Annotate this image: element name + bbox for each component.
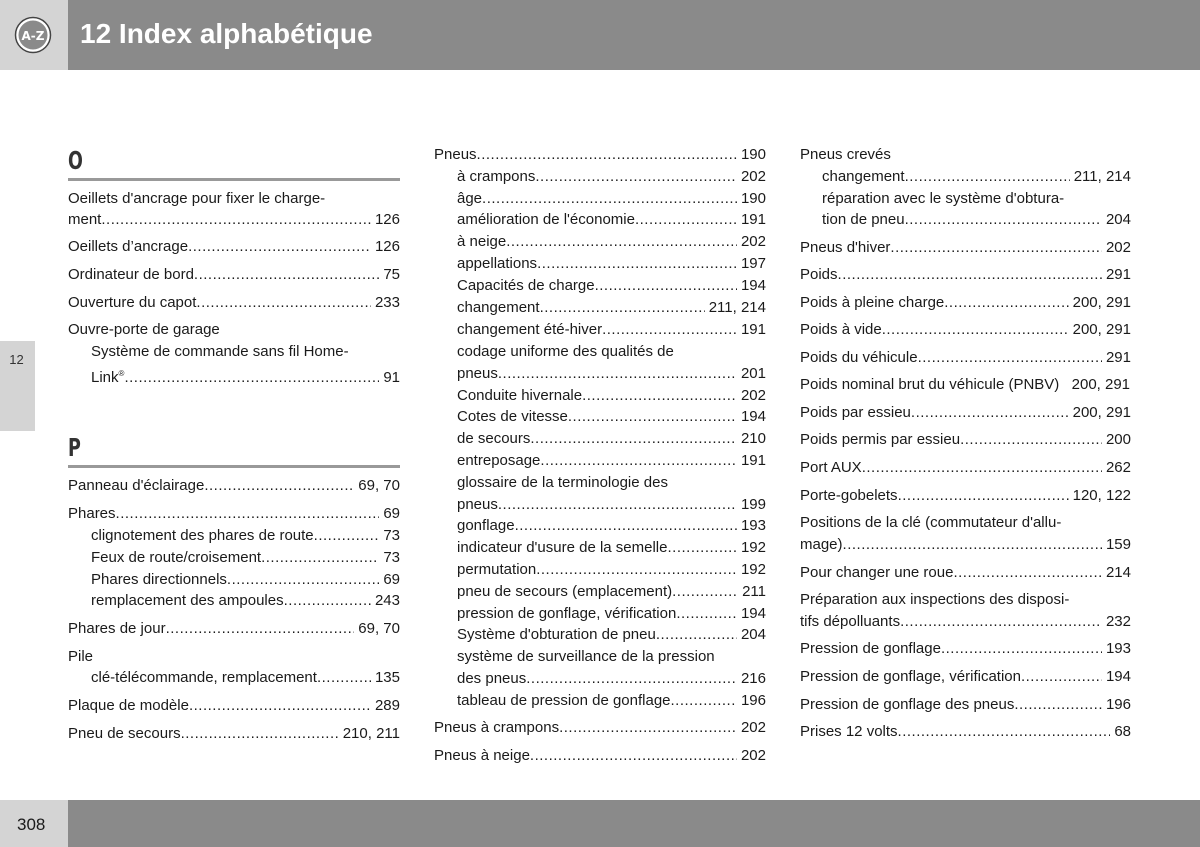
index-entry: tifs dépolluants ..... 232 [800,612,1131,632]
page-number: 308 [17,815,46,834]
index-subentry: de secours ..... 210 [457,429,766,449]
index-entry: Pneus ..... 190 [434,145,766,165]
badge-text: A-Z [21,29,45,43]
index-entry: Phares ..... 69 [68,504,400,524]
index-subentry: glossaire de la terminologie des [457,474,668,491]
index-entry: Pneus d'hiver ..... 202 [800,238,1131,258]
index-entry: Pression de gonflage des pneus ..... 196 [800,695,1131,715]
side-tab-label: 12 [9,352,24,367]
index-entry: Prises 12 volts ..... 68 [800,722,1131,742]
index-entry: Pression de gonflage ..... 193 [800,639,1131,659]
index-entry: Ordinateur de bord ..... 75 [68,265,400,285]
section-letter-p: P [68,433,81,462]
index-subentry: clignotement des phares de route ..... 73 [91,526,400,546]
index-subentry: clé-télécommande, remplacement ..... 135 [91,668,400,688]
index-subentry: codage uniforme des qualités de [457,343,674,360]
index-entry: Pneus crevés [800,146,891,163]
index-entry: Panneau d'éclairage ..... 69, 70 [68,476,400,496]
index-subentry: Conduite hivernale ..... 202 [457,386,766,406]
index-entry: Porte-gobelets ..... 120, 122 [800,486,1131,506]
index-entry: Pression de gonflage, vérification ..... 194 [800,667,1131,687]
chapter-title: 12 Index alphabétique [80,18,373,49]
index-entry: mage) ..... 159 [800,535,1131,555]
footer-bar [68,800,1200,847]
section-rule-p [68,465,400,468]
index-subentry: permutation ..... 192 [457,560,766,580]
index-subentry: à crampons ..... 202 [457,167,766,187]
index-entry: Pour changer une roue ..... 214 [800,563,1131,583]
index-subentry: entreposage ..... 191 [457,451,766,471]
az-index-icon [14,16,52,54]
index-entry: Poids permis par essieu ..... 200 [800,430,1131,450]
section-letter-o: O [68,146,83,175]
index-entry: Pneu de secours ..... 210, 211 [68,724,400,744]
index-subentry: pression de gonflage, vérification ..... 194 [457,604,766,624]
index-entry: Oeillets d’ancrage ..... 126 [68,237,400,257]
index-subentry: changement ..... 211, 214 [822,167,1131,187]
index-subentry: Link® ..... 91 [91,364,400,388]
index-subentry: changement ..... 211, 214 [457,298,766,318]
index-subentry: Capacités de charge ..... 194 [457,276,766,296]
header-tab [0,0,68,70]
index-subentry: Cotes de vitesse ..... 194 [457,407,766,427]
index-subentry: système de surveillance de la pression [457,648,715,665]
index-subentry: âge ..... 190 [457,189,766,209]
index-entry: Poids à vide ..... 200, 291 [800,320,1131,340]
index-entry: Poids nominal brut du véhicule (PNBV) 200, 291 [800,376,1131,393]
index-subentry: réparation avec le système d'obtura- [822,190,1065,207]
index-subentry: appellations ..... 197 [457,254,766,274]
index-subentry: gonflage ..... 193 [457,516,766,536]
index-entry: ment ..... 126 [68,210,400,230]
index-entry: Poids ..... 291 [800,265,1131,285]
index-subentry: à neige ..... 202 [457,232,766,252]
index-entry: Oeillets d'ancrage pour fixer le charge- [68,190,326,207]
index-subentry: indicateur d'usure de la semelle ..... 192 [457,538,766,558]
index-entry: Ouverture du capot ..... 233 [68,293,400,313]
index-subentry: Phares directionnels ..... 69 [91,570,400,590]
index-entry: Port AUX ..... 262 [800,458,1131,478]
index-subentry: pneus ..... 201 [457,364,766,384]
index-entry: Poids par essieu ..... 200, 291 [800,403,1131,423]
index-subentry: Système d'obturation de pneu ..... 204 [457,625,766,645]
index-subentry: amélioration de l'économie ..... 191 [457,210,766,230]
index-entry: Préparation aux inspections des disposi- [800,591,1070,608]
index-subentry: pneus ..... 199 [457,495,766,515]
index-entry: Plaque de modèle ..... 289 [68,696,400,716]
index-subentry: remplacement des ampoules ..... 243 [91,591,400,611]
index-subentry: tableau de pression de gonflage ..... 196 [457,691,766,711]
index-entry: Pneus à neige ..... 202 [434,746,766,766]
index-entry: Phares de jour ..... 69, 70 [68,619,400,639]
chapter-side-tab [0,341,35,431]
section-rule-o [68,178,400,181]
index-entry: Pile [68,648,94,665]
index-entry: Poids du véhicule ..... 291 [800,348,1131,368]
index-subentry: Feux de route/croisement ..... 73 [91,548,400,568]
index-entry: Pneus à crampons ..... 202 [434,718,766,738]
index-subentry: des pneus ..... 216 [457,669,766,689]
index-subentry: changement été-hiver ..... 191 [457,320,766,340]
index-subentry: pneu de secours (emplacement) ..... 211 [457,582,766,602]
index-subentry: tion de pneu ..... 204 [822,210,1131,230]
index-subentry: Système de commande sans fil Home- [91,343,349,360]
index-entry: Poids à pleine charge ..... 200, 291 [800,293,1131,313]
index-entry: Ouvre-porte de garage [68,321,220,338]
index-entry: Positions de la clé (commutateur d'allu- [800,514,1062,531]
